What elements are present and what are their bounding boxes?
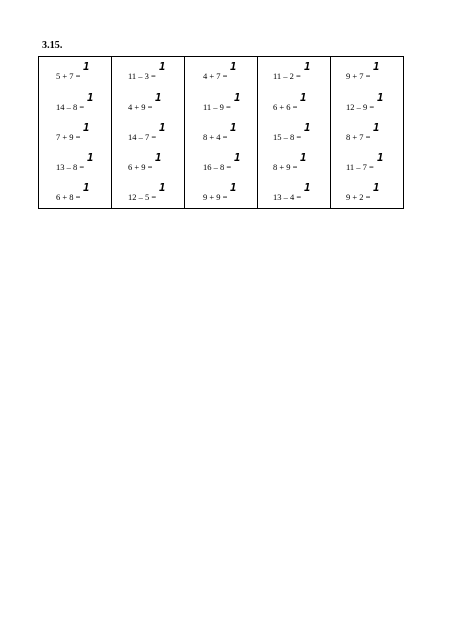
exercise-cell bbox=[112, 88, 185, 118]
equation-text: 4 + 7 = bbox=[203, 71, 228, 81]
handwritten-answer: 1 bbox=[234, 91, 241, 104]
handwritten-answer: 1 bbox=[155, 91, 162, 104]
equation-text: 7 + 9 = bbox=[56, 132, 81, 142]
equation-text: 8 + 9 = bbox=[273, 162, 298, 172]
handwritten-answer: 1 bbox=[304, 121, 311, 134]
handwritten-answer: 1 bbox=[155, 151, 162, 164]
equation-text: 4 + 9 = bbox=[128, 102, 153, 112]
equation-text: 13 – 4 = bbox=[273, 192, 302, 202]
equation-text: 6 + 9 = bbox=[128, 162, 153, 172]
handwritten-answer: 1 bbox=[377, 91, 384, 104]
table-row bbox=[39, 118, 404, 148]
handwritten-answer: 1 bbox=[230, 60, 237, 73]
handwritten-answer: 1 bbox=[300, 151, 307, 164]
exercise-cell bbox=[331, 148, 404, 178]
handwritten-answer: 1 bbox=[83, 60, 90, 73]
handwritten-answer: 1 bbox=[159, 181, 166, 194]
exercise-cell bbox=[258, 178, 331, 209]
exercise-cell bbox=[185, 57, 258, 89]
handwritten-answer: 1 bbox=[377, 151, 384, 164]
exercise-cell bbox=[331, 118, 404, 148]
equation-text: 11 – 7 = bbox=[346, 162, 374, 172]
handwritten-answer: 1 bbox=[304, 60, 311, 73]
exercise-cell bbox=[112, 178, 185, 209]
equation-text: 5 + 7 = bbox=[56, 71, 81, 81]
exercise-cell bbox=[39, 88, 112, 118]
handwritten-answer: 1 bbox=[83, 181, 90, 194]
equation-text: 6 + 6 = bbox=[273, 102, 298, 112]
equation-text: 9 + 9 = bbox=[203, 192, 228, 202]
handwritten-answer: 1 bbox=[373, 181, 380, 194]
handwritten-answer: 1 bbox=[87, 151, 94, 164]
equation-text: 11 – 3 = bbox=[128, 71, 156, 81]
exercise-cell bbox=[39, 118, 112, 148]
equation-text: 11 – 9 = bbox=[203, 102, 231, 112]
exercise-cell bbox=[258, 57, 331, 89]
exercise-cell bbox=[331, 178, 404, 209]
handwritten-answer: 1 bbox=[230, 121, 237, 134]
exercise-cell bbox=[331, 88, 404, 118]
handwritten-answer: 1 bbox=[234, 151, 241, 164]
equation-text: 14 – 8 = bbox=[56, 102, 85, 112]
exercise-table bbox=[38, 56, 404, 209]
equation-text: 13 – 8 = bbox=[56, 162, 85, 172]
equation-text: 12 – 5 = bbox=[128, 192, 157, 202]
equation-text: 9 + 2 = bbox=[346, 192, 371, 202]
exercise-cell bbox=[39, 148, 112, 178]
exercise-cell bbox=[258, 118, 331, 148]
handwritten-answer: 1 bbox=[159, 121, 166, 134]
exercise-cell bbox=[185, 148, 258, 178]
table-row bbox=[39, 148, 404, 178]
equation-text: 16 – 8 = bbox=[203, 162, 232, 172]
equation-text: 11 – 2 = bbox=[273, 71, 301, 81]
exercise-cell bbox=[258, 148, 331, 178]
exercise-cell bbox=[112, 57, 185, 89]
equation-text: 8 + 7 = bbox=[346, 132, 371, 142]
exercise-cell bbox=[39, 178, 112, 209]
handwritten-answer: 1 bbox=[83, 121, 90, 134]
equation-text: 6 + 8 = bbox=[56, 192, 81, 202]
exercise-cell bbox=[331, 57, 404, 89]
handwritten-answer: 1 bbox=[304, 181, 311, 194]
exercise-heading: 3.15. bbox=[42, 40, 63, 51]
exercise-cell bbox=[39, 57, 112, 89]
equation-text: 14 – 7 = bbox=[128, 132, 157, 142]
handwritten-answer: 1 bbox=[373, 121, 380, 134]
handwritten-answer: 1 bbox=[230, 181, 237, 194]
equation-text: 8 + 4 = bbox=[203, 132, 228, 142]
exercise-cell bbox=[112, 148, 185, 178]
table-row bbox=[39, 57, 404, 89]
table-row bbox=[39, 88, 404, 118]
exercise-cell bbox=[185, 178, 258, 209]
equation-text: 9 + 7 = bbox=[346, 71, 371, 81]
exercise-cell bbox=[258, 88, 331, 118]
handwritten-answer: 1 bbox=[159, 60, 166, 73]
exercise-cell bbox=[185, 88, 258, 118]
exercise-cell bbox=[185, 118, 258, 148]
handwritten-answer: 1 bbox=[300, 91, 307, 104]
handwritten-answer: 1 bbox=[87, 91, 94, 104]
equation-text: 15 – 8 = bbox=[273, 132, 302, 142]
exercise-cell bbox=[112, 118, 185, 148]
table-row bbox=[39, 178, 404, 209]
handwritten-answer: 1 bbox=[373, 60, 380, 73]
equation-text: 12 – 9 = bbox=[346, 102, 375, 112]
